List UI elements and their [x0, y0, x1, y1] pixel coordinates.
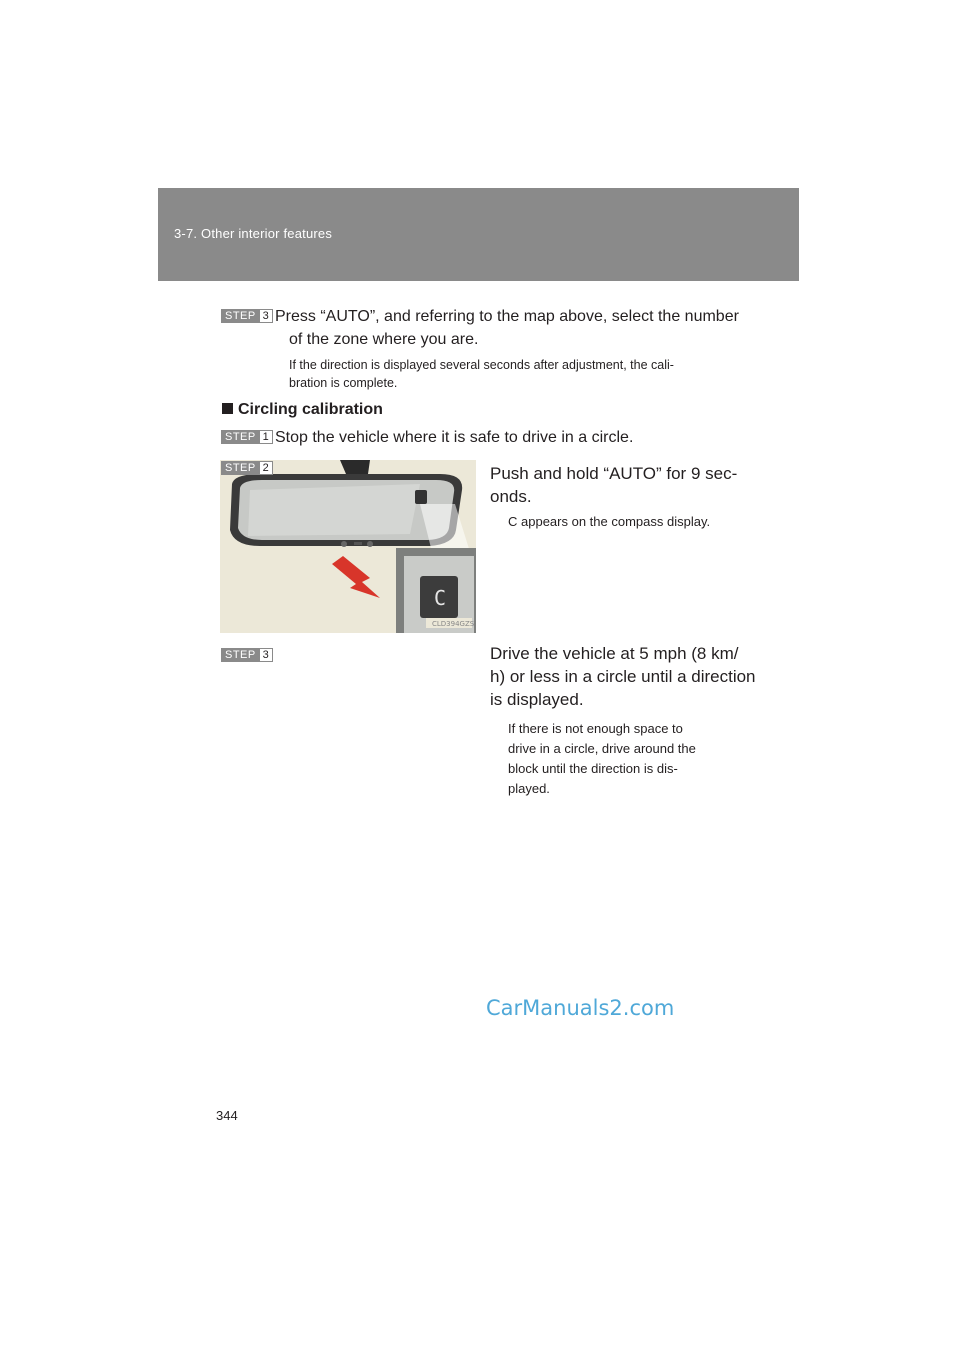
circling-calibration-heading: Circling calibration	[222, 401, 383, 419]
step-badge: STEP 1	[221, 430, 273, 444]
watermark-link[interactable]: CarManuals2.com	[486, 996, 675, 1020]
step-3-note-line-2: drive in a circle, drive around the	[508, 741, 696, 756]
section-title: 3-7. Other interior features	[174, 226, 333, 241]
step-3-note-line-3: block until the direction is dis-	[508, 761, 678, 776]
step-2-text-line-2: onds.	[490, 487, 532, 506]
compass-display-letter: C	[434, 586, 447, 610]
page-number: 344	[216, 1108, 238, 1123]
step-2-text-line-1: Push and hold “AUTO” for 9 sec-	[490, 464, 738, 483]
square-bullet-icon	[222, 403, 233, 414]
zone-note-line-2: bration is complete.	[289, 376, 398, 390]
illustration-code: CLD394GZS	[432, 620, 475, 628]
step-2-note: C appears on the compass display.	[508, 514, 711, 529]
step-3-note-line-4: played.	[508, 781, 550, 796]
zone-instruction-line-2: of the zone where you are.	[289, 331, 479, 348]
step-3-text-line-1: Drive the vehicle at 5 mph (8 km/	[490, 644, 739, 663]
step-3-text-line-3: is displayed.	[490, 690, 584, 709]
step-badge: STEP 2	[221, 461, 273, 475]
step-badge: STEP 3	[221, 648, 273, 662]
zone-note-line-1: If the direction is displayed several seconds after adjustment, the cali-	[289, 358, 674, 372]
step-1-text: Stop the vehicle where it is safe to drive in a circle.	[275, 429, 634, 446]
step-badge: STEP 3	[221, 309, 273, 323]
step-3-text-line-2: h) or less in a circle until a direction	[490, 667, 756, 686]
rearview-mirror-illustration	[220, 460, 476, 633]
section-header-bar	[158, 188, 799, 281]
mirror-drawing	[220, 460, 476, 633]
step-3-note-line-1: If there is not enough space to	[508, 721, 683, 736]
zone-instruction-line-1: Press “AUTO”, and referring to the map above, select the number	[275, 308, 739, 325]
